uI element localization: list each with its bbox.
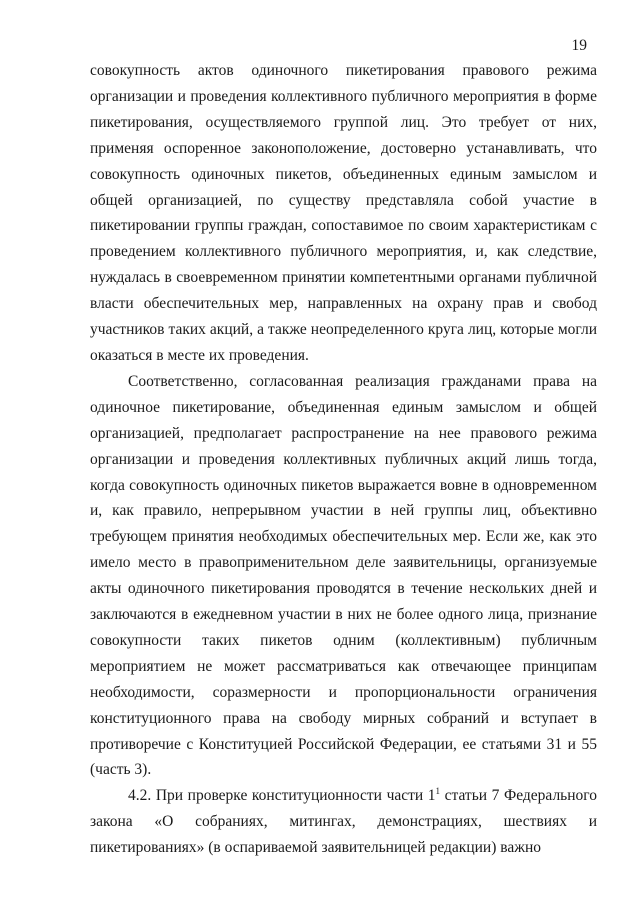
page-number: 19 (571, 37, 587, 54)
document-body (90, 58, 597, 861)
paragraph-text: 4.2. При проверке конституционности части 1 (128, 787, 436, 805)
paragraph: Соответственно, согласованная реализация гражданами права на одиночное пикетирование, объединенная единым замыслом и общей организацией, предполагает распространение на нее правового режима организации и проведения коллективных публичных акций лишь тогда, когда совокупность одиночных пикетов выражается вовне в одновременном и, как правило, непрерывном участии в ней группы лиц, объективно требующем принятия необходимых обеспечительных мер. Если же, как это имело место в правоприменительном деле заявительницы, организуемые акты одиночного пикетирования проводятся в течение нескольких дней и заключаются в ежедневном участии в них не более одного лица, признание совокупности таких пикетов одним (коллективным) публичным мероприятием не может рассматриваться как отвечающее принципам необходимости, соразмерности и пропорциональности ограничения конституционного права на свободу мирных собраний и вступает в противоречие с Конституцией Российской Федерации, ее статьями 31 и 55 (часть 3). (90, 372, 597, 779)
paragraph (90, 783, 597, 861)
paragraph-text: статьи 7 Федерального закона «О собраниях, митингах, демонстрациях, шествиях и пикетированиях» (в оспариваемой заявительницей редакции) важно (90, 787, 598, 857)
paragraph: совокупность актов одиночного пикетирования правового режима организации и проведения коллективного публичного мероприятия в форме пикетирования, осуществляемого группой лиц. Это требует от них, применяя оспоренное законоположение, достоверно устанавливать, что совокупность одиночных пикетов, объединенных единым замыслом и общей организацией, по существу представляла собой участие в пикетировании группы граждан, сопоставимое по своим характеристикам с проведением коллективного публичного мероприятия, и, как следствие, нуждалась в своевременном принятии компетентными органами публичной власти обеспечительных мер, направленных на охрану прав и свобод участников таких акций, а также неопределенного круга лиц, которые могли оказаться в месте их проведения. (90, 62, 597, 364)
superscript: 1 (435, 786, 441, 797)
